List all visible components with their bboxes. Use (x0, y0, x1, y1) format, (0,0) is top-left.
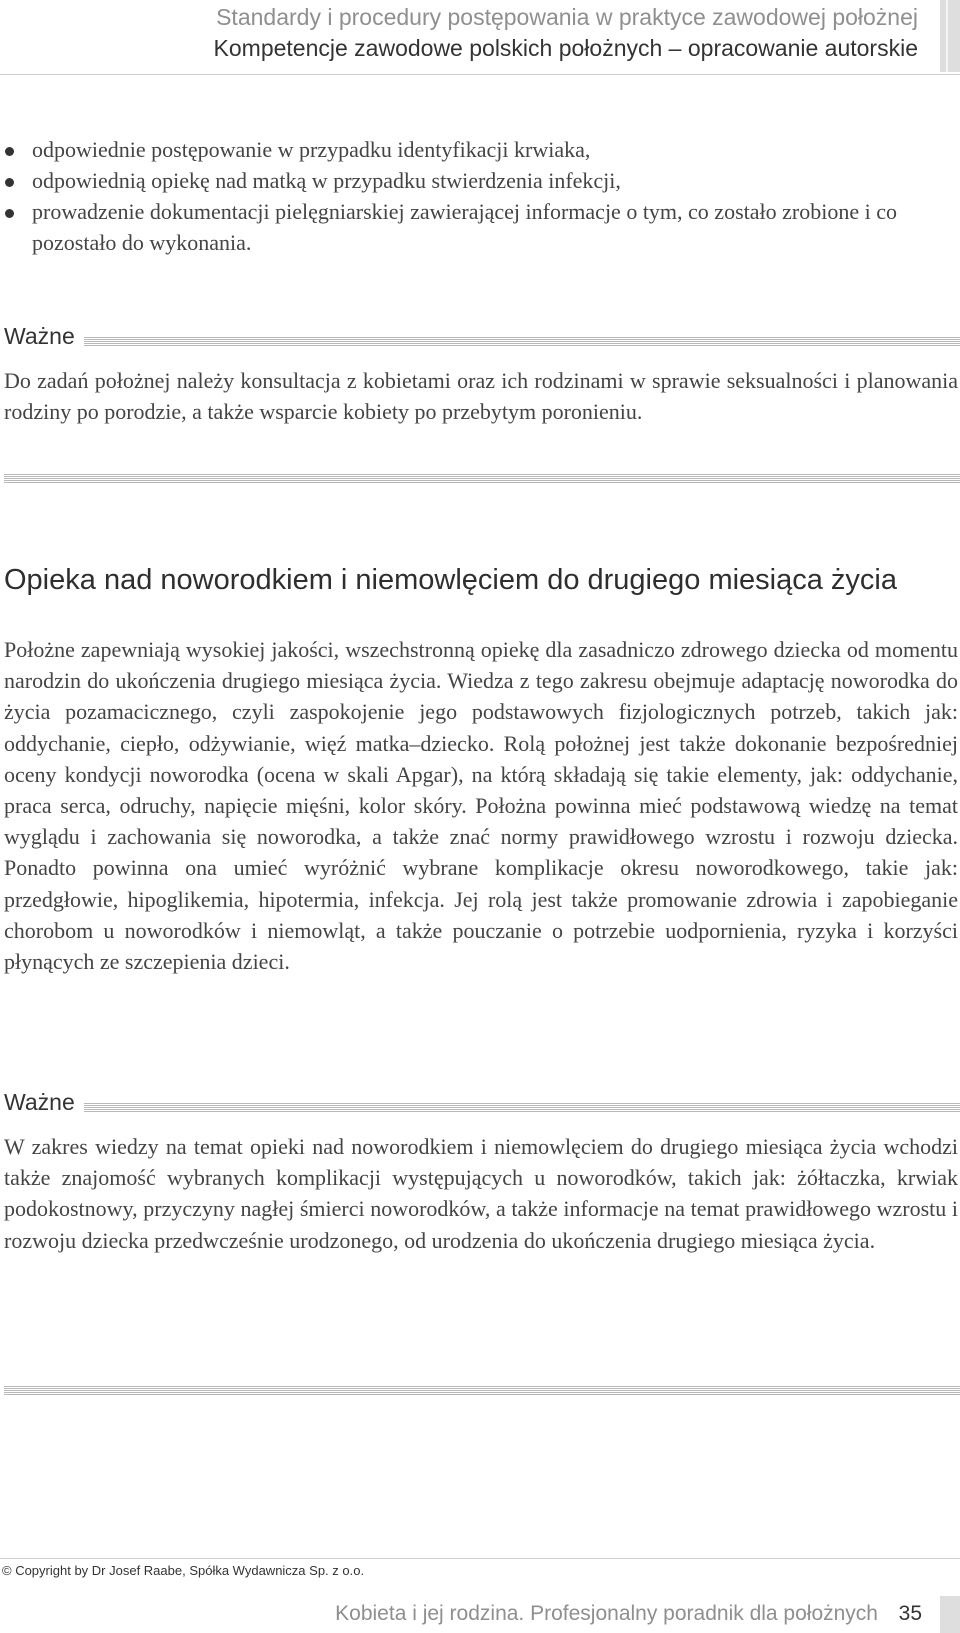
important-rule (84, 1103, 960, 1113)
list-item: odpowiednie postępowanie w przypadku identyfikacji krwiaka, (4, 134, 960, 165)
page-number: 35 (898, 1602, 922, 1625)
header-series-title: Standardy i procedury postępowania w praktyce zawodowej położnej (216, 4, 918, 30)
important-box-end-rule (4, 474, 960, 484)
list-item: odpowiednią opiekę nad matką w przypadku stwierdzenia infekcji, (4, 165, 960, 196)
important-label: Ważne (4, 323, 83, 350)
copyright-notice: © Copyright by Dr Josef Raabe, Spółka Wydawnicza Sp. z o.o. (2, 1563, 365, 1578)
important-box-end-rule (4, 1386, 960, 1396)
footer-divider (0, 1558, 960, 1559)
header-chapter-title: Kompetencje zawodowe polskich położnych – opracowanie autorskie (213, 35, 918, 61)
section-body-paragraph: Położne zapewniają wysokiej jakości, wszechstronną opiekę dla zasadniczo zdrowego dziecka od momentu narodzin do ukończenia drugiego miesiąca życia. Wiedza z tego zakresu obejmuje adaptację noworodka do życia pozamacicznego, czyli zaspokojenie jego podstawowych fizjologicznych potrzeb, takich jak: oddychanie, ciepło, odżywianie, więź matka–dziecko. Rolą położnej jest także dokonanie bezpośredniej oceny kondycji noworodka (ocena w skali Apgar), na którą składają się takie elementy, jak: oddychanie, praca serca, odruchy, napięcie mięśni, kolor skóry. Położna powinna mieć podstawową wiedzę na temat wyglądu i zachowania się noworodka, a także znać normy prawidłowego wzrostu i rozwoju dziecka. Ponadto powinna ona umieć wyróżnić wybrane komplikacje okresu noworodkowego, takie jak: przedgłowie, hipoglikemia, hipotermia, infekcja. Jej rolą jest także promowanie zdrowia i zapobieganie chorobom u noworodków i niemowląt, a także pouczanie o potrzebie uodpornienia, ryzyka i korzyści płynących ze szczepienia dzieci. (4, 637, 958, 975)
footer-side-bar (940, 1596, 960, 1633)
important-label: Ważne (4, 1089, 83, 1116)
important-rule (84, 337, 960, 347)
important-note-text: W zakres wiedzy na temat opieki nad noworodkiem i niemowlęciem do drugiego miesiąca życia wchodzi także znajomość wybranych komplikacji występujących u noworodków, takich jak: żółtaczka, krwiak podokostnowy, przyczyny nagłej śmierci noworodków, a także informacje na temat prawidłowego wzrostu i rozwoju dziecka przedwcześnie urodzonego, od urodzenia do ukończenia drugiego miesiąca życia. (4, 1134, 958, 1253)
section-heading: Opieka nad noworodkiem i niemowlęciem do drugiego miesiąca życia (4, 564, 897, 596)
list-item: prowadzenie dokumentacji pielęgniarskiej zawierającej informacje o tym, co zostało zrobione i co pozostało do wykonania. (4, 196, 960, 258)
bullet-list (4, 134, 960, 258)
footer-book-title: Kobieta i jej rodzina. Profesjonalny poradnik dla położnych (335, 1602, 878, 1625)
important-note-text: Do zadań położnej należy konsultacja z kobietami oraz ich rodzinami w sprawie seksualności i planowania rodziny po porodzie, a także wsparcie kobiety po przebytym poronieniu. (4, 368, 958, 425)
important-box-header (4, 1089, 960, 1119)
important-box-header (4, 323, 960, 353)
header-side-bar (940, 0, 960, 72)
running-header (0, 0, 960, 75)
